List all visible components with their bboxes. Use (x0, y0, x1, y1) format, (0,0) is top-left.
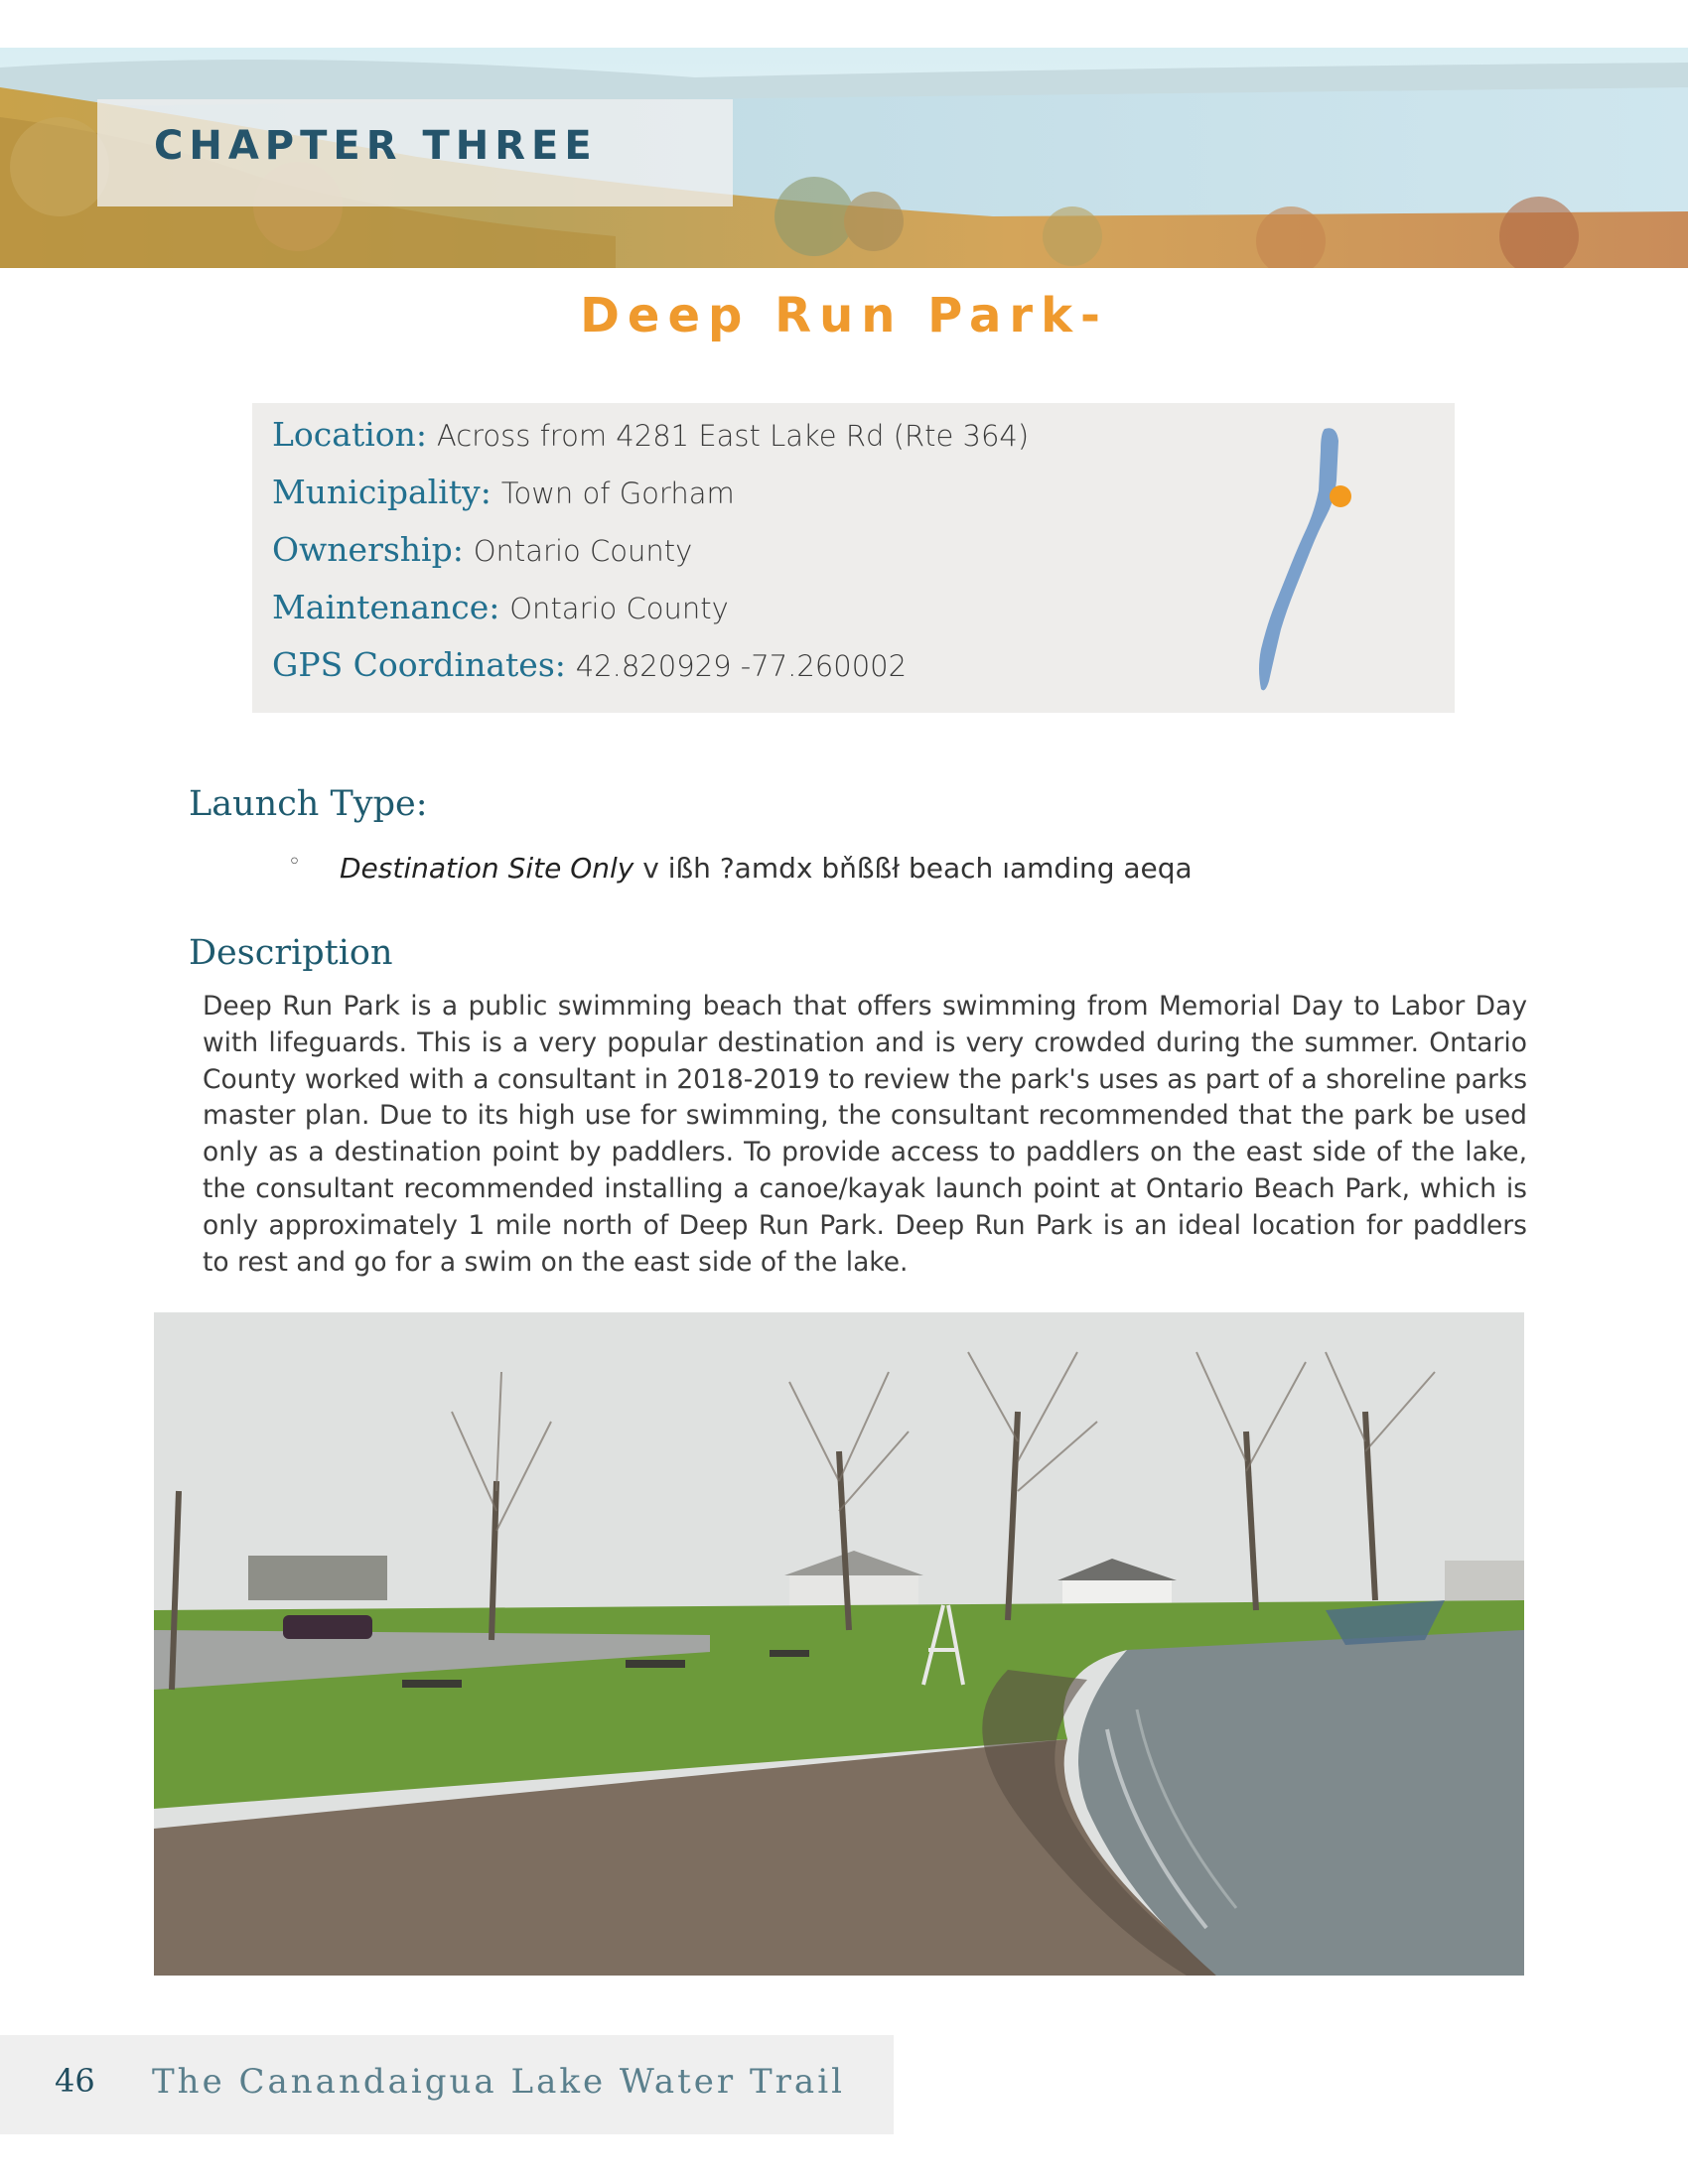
description-heading: Description (189, 933, 393, 973)
chapter-title: CHAPTER THREE (154, 123, 598, 169)
page-title: Deep Run Park- (580, 288, 1108, 343)
maintenance-value: Ontario County (509, 592, 729, 625)
description-body: Deep Run Park is a public swimming beach that offers swimming from Memorial Day to Labor Day with lifeguards. This is a very popular destination and is very crowded during the summer. Ontario County worked with a consultant in 2018-2019 to review the park's uses as part of a shoreline parks master plan. Due to its high use for swimming, the consultant recommended that the park be used only as a destination point by paddlers. To provide access to paddlers on the east side of the lake, the consultant recommended installing a canoe/kayak launch point at Ontario Beach Park, which is only approximately 1 mile north of Deep Run Park. Deep Run Park is an ideal location for paddlers to rest and go for a swim on the east side of the lake. (203, 991, 1527, 1278)
footer-title: The Canandaigua Lake Water Trail (152, 2062, 845, 2102)
park-location-marker (1330, 485, 1351, 507)
gps-label: GPS Coordinates: (272, 645, 566, 684)
ownership-label: Ownership: (272, 530, 464, 569)
ownership-value: Ontario County (473, 534, 693, 568)
launch-type-item (340, 852, 1193, 885)
gps-value: 42.820929 -77.260002 (575, 649, 908, 683)
lake-locator-map (1245, 421, 1364, 699)
municipality-row (272, 473, 735, 511)
launch-bullet: ◦ (288, 850, 301, 875)
launch-type-detail: v ißh ?amdx bňßßł beach ıamding aeqa (642, 852, 1193, 885)
municipality-label: Municipality: (272, 473, 492, 511)
site-info-box (252, 403, 1455, 713)
maintenance-label: Maintenance: (272, 588, 500, 626)
maintenance-row (272, 588, 729, 626)
launch-type-emphasis: Destination Site Only (340, 852, 634, 885)
gps-row (272, 645, 907, 684)
municipality-value: Town of Gorham (500, 477, 735, 510)
launch-type-heading: Launch Type: (189, 784, 428, 824)
location-value: Across from 4281 East Lake Rd (Rte 364) (436, 419, 1030, 453)
page-number: 46 (55, 2062, 95, 2100)
location-row (272, 415, 1029, 454)
location-label: Location: (272, 415, 427, 454)
park-photo (154, 1312, 1524, 1976)
lake-shape (1259, 428, 1338, 690)
ownership-row (272, 530, 692, 569)
